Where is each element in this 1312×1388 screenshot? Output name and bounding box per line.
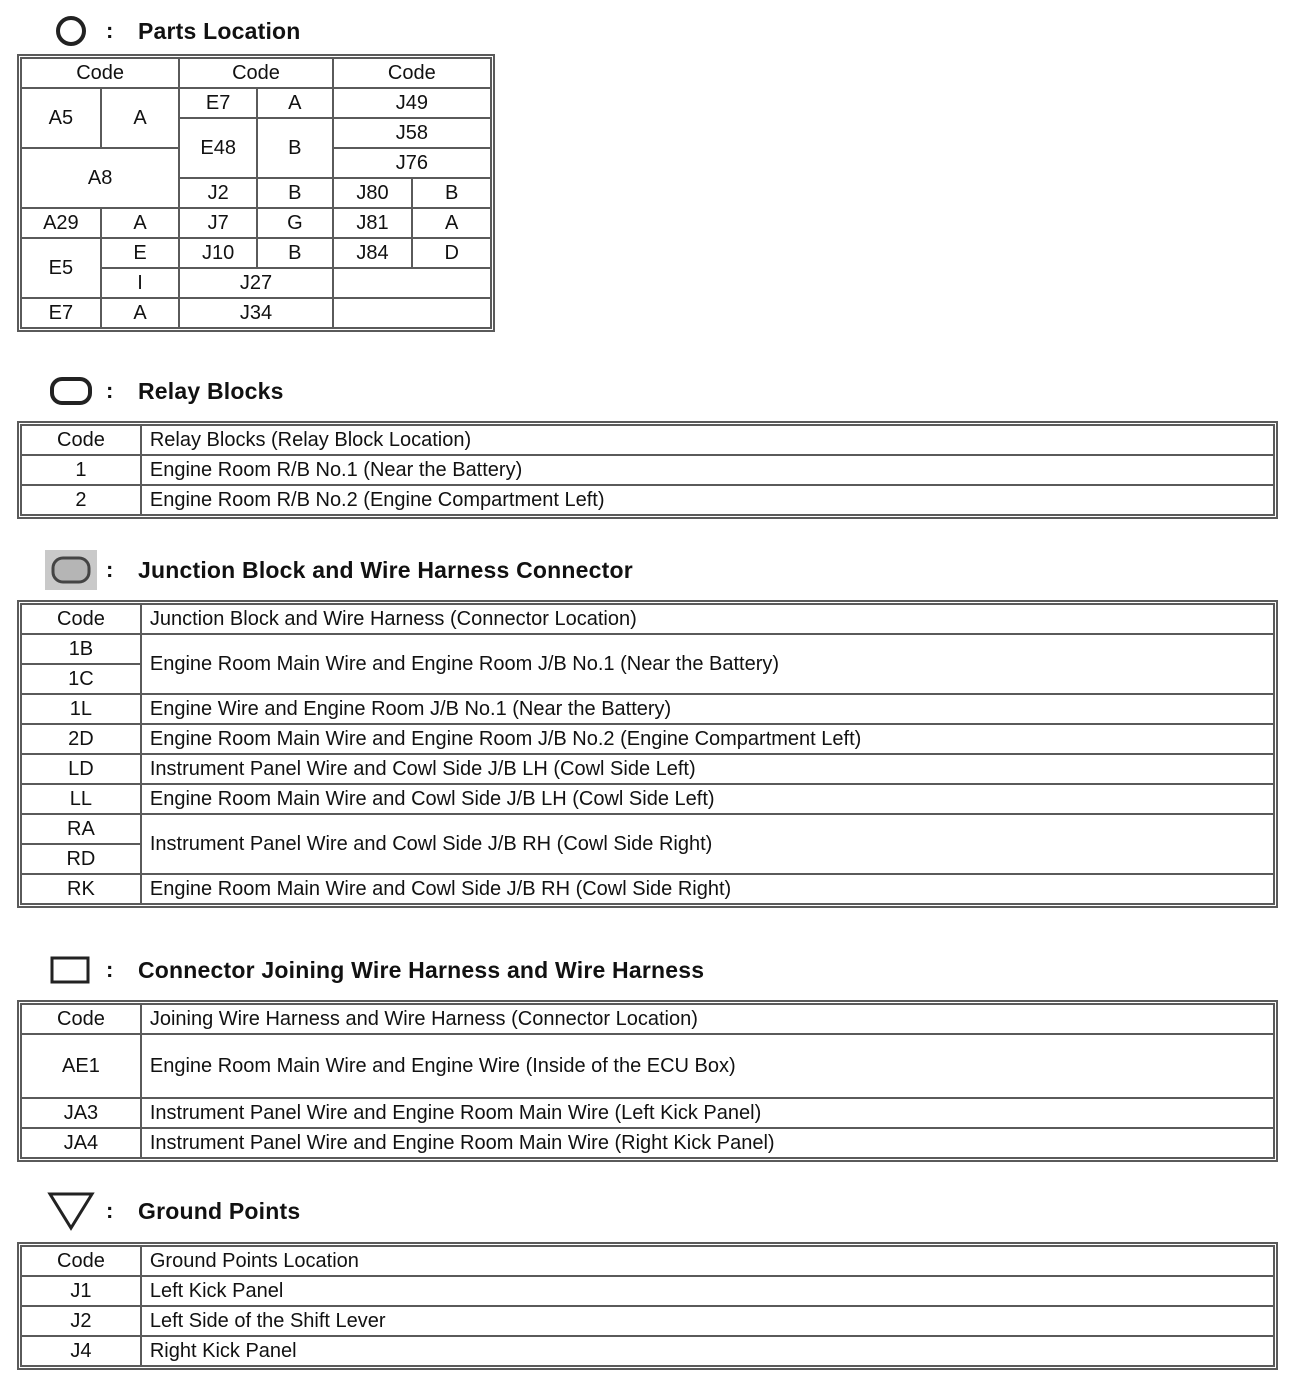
table-row	[21, 485, 1274, 515]
code-cell: 2D	[21, 724, 141, 754]
empty-cell	[333, 268, 491, 298]
location-cell: Engine Room Main Wire and Engine Room J/B No.1 (Near the Battery)	[141, 634, 1274, 694]
heading-colon: :	[106, 1198, 114, 1223]
table-row	[21, 1336, 1274, 1366]
section-title: Ground Points	[138, 1197, 301, 1224]
table-row	[21, 784, 1274, 814]
code-cell: B	[257, 178, 333, 208]
table-row	[21, 634, 1274, 664]
code-cell: E7	[21, 298, 101, 328]
code-cell: AE1	[21, 1034, 141, 1098]
location-cell: Left Kick Panel	[141, 1276, 1274, 1306]
location-cell: Right Kick Panel	[141, 1336, 1274, 1366]
table-row	[21, 1128, 1274, 1158]
code-cell: D	[412, 238, 491, 268]
code-cell: RD	[21, 844, 141, 874]
table-header-row	[21, 604, 1274, 634]
code-cell: J4	[21, 1336, 141, 1366]
table-row	[21, 455, 1274, 485]
code-cell: I	[101, 268, 180, 298]
junction-block-heading	[42, 550, 633, 590]
code-cell: J49	[333, 88, 491, 118]
circle-icon	[42, 11, 100, 51]
code-cell: J76	[333, 148, 491, 178]
connector-joining-table	[20, 1003, 1275, 1159]
location-cell: Engine Room R/B No.2 (Engine Compartment Left)	[141, 485, 1274, 515]
location-cell: Engine Room Main Wire and Cowl Side J/B LH (Cowl Side Left)	[141, 784, 1274, 814]
code-cell: A	[101, 298, 180, 328]
heading-colon: :	[106, 18, 114, 43]
code-cell: 1	[21, 455, 141, 485]
relay-blocks-table	[20, 424, 1275, 516]
rounded-rectangle-icon	[42, 371, 100, 411]
table-header-row	[21, 1004, 1274, 1034]
table-row	[21, 1306, 1274, 1336]
location-cell: Instrument Panel Wire and Engine Room Main Wire (Right Kick Panel)	[141, 1128, 1274, 1158]
section-title: Relay Blocks	[138, 377, 284, 404]
code-cell: J27	[179, 268, 332, 298]
section-title: Connector Joining Wire Harness and Wire Harness	[138, 956, 705, 983]
parts-location-table	[20, 57, 492, 329]
table-row	[21, 724, 1274, 754]
table-row	[21, 1098, 1274, 1128]
code-cell: J2	[179, 178, 257, 208]
ground-points-table	[20, 1245, 1275, 1367]
code-cell: A5	[21, 88, 101, 148]
code-cell: JA3	[21, 1098, 141, 1128]
code-cell: A8	[21, 148, 179, 208]
table-row	[21, 88, 491, 118]
code-cell: JA4	[21, 1128, 141, 1158]
code-cell: J81	[333, 208, 413, 238]
rectangle-icon	[42, 950, 100, 990]
code-cell: J1	[21, 1276, 141, 1306]
code-cell: E	[101, 238, 180, 268]
header-cell: Ground Points Location	[141, 1246, 1274, 1276]
header-cell: Joining Wire Harness and Wire Harness (Connector Location)	[141, 1004, 1274, 1034]
code-cell: A	[101, 208, 180, 238]
code-cell: 1L	[21, 694, 141, 724]
parts-location-heading	[42, 11, 301, 51]
location-cell: Instrument Panel Wire and Engine Room Main Wire (Left Kick Panel)	[141, 1098, 1274, 1128]
code-cell: J2	[21, 1306, 141, 1336]
code-cell: J58	[333, 118, 491, 148]
table-row	[21, 754, 1274, 784]
code-cell: B	[257, 238, 333, 268]
code-cell: LL	[21, 784, 141, 814]
location-cell: Engine Wire and Engine Room J/B No.1 (Near the Battery)	[141, 694, 1274, 724]
code-cell: A29	[21, 208, 101, 238]
location-cell: Engine Room Main Wire and Engine Wire (Inside of the ECU Box)	[141, 1034, 1274, 1098]
location-cell: Engine Room Main Wire and Engine Room J/B No.2 (Engine Compartment Left)	[141, 724, 1274, 754]
section-title: Junction Block and Wire Harness Connector	[138, 556, 633, 583]
header-cell: Code	[179, 58, 332, 88]
code-cell: 1C	[21, 664, 141, 694]
ground-points-heading	[42, 1191, 300, 1231]
header-cell: Junction Block and Wire Harness (Connector Location)	[141, 604, 1274, 634]
code-cell: J10	[179, 238, 257, 268]
table-header-row	[21, 425, 1274, 455]
table-row	[21, 238, 491, 268]
junction-block-table	[20, 603, 1275, 905]
header-cell: Code	[21, 1004, 141, 1034]
code-cell: B	[257, 118, 333, 178]
table-row	[21, 814, 1274, 844]
code-cell: G	[257, 208, 333, 238]
header-cell: Code	[21, 58, 179, 88]
table-row	[21, 1034, 1274, 1098]
connector-joining-heading	[42, 950, 704, 990]
shaded-rounded-rectangle-icon	[42, 550, 100, 590]
table-row	[21, 298, 491, 328]
header-cell: Code	[21, 604, 141, 634]
location-cell: Instrument Panel Wire and Cowl Side J/B RH (Cowl Side Right)	[141, 814, 1274, 874]
code-cell: J84	[333, 238, 413, 268]
header-cell: Code	[333, 58, 491, 88]
triangle-down-icon	[42, 1191, 100, 1231]
table-row	[21, 208, 491, 238]
code-cell: LD	[21, 754, 141, 784]
heading-colon: :	[106, 957, 114, 982]
code-cell: RA	[21, 814, 141, 844]
location-cell: Engine Room Main Wire and Cowl Side J/B RH (Cowl Side Right)	[141, 874, 1274, 904]
table-header-row	[21, 58, 491, 88]
table-row	[21, 874, 1274, 904]
code-cell: E5	[21, 238, 101, 298]
code-cell: J7	[179, 208, 257, 238]
heading-colon: :	[106, 557, 114, 582]
code-cell: 2	[21, 485, 141, 515]
code-cell: J34	[179, 298, 332, 328]
code-cell: 1B	[21, 634, 141, 664]
table-header-row	[21, 1246, 1274, 1276]
empty-cell	[333, 298, 491, 328]
relay-blocks-heading	[42, 371, 284, 411]
section-title: Parts Location	[138, 17, 301, 44]
code-cell: RK	[21, 874, 141, 904]
code-cell: B	[412, 178, 491, 208]
location-cell: Left Side of the Shift Lever	[141, 1306, 1274, 1336]
code-cell: A	[412, 208, 491, 238]
code-cell: A	[101, 88, 180, 148]
code-cell: J80	[333, 178, 413, 208]
table-row	[21, 694, 1274, 724]
location-cell: Engine Room R/B No.1 (Near the Battery)	[141, 455, 1274, 485]
header-cell: Relay Blocks (Relay Block Location)	[141, 425, 1274, 455]
header-cell: Code	[21, 1246, 141, 1276]
header-cell: Code	[21, 425, 141, 455]
location-cell: Instrument Panel Wire and Cowl Side J/B LH (Cowl Side Left)	[141, 754, 1274, 784]
table-row	[21, 1276, 1274, 1306]
code-cell: E7	[179, 88, 257, 118]
heading-colon: :	[106, 378, 114, 403]
code-cell: E48	[179, 118, 257, 178]
code-cell: A	[257, 88, 333, 118]
